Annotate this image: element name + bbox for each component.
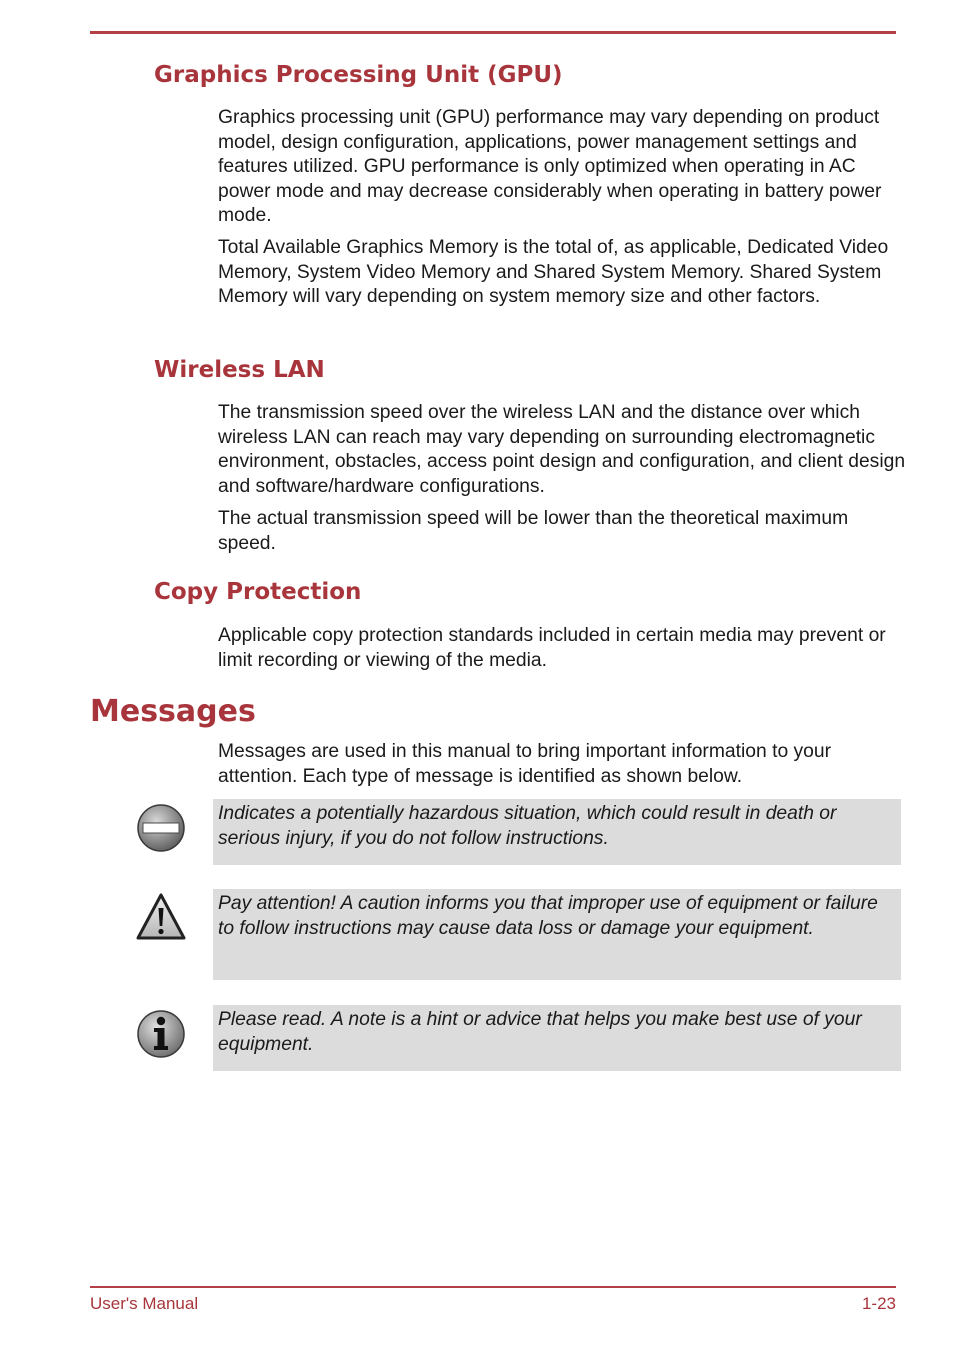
gpu-paragraph-2: Total Available Graphics Memory is the total of, as applicable, Dedicated Video Memory, System Video Memory and Shared System Memory. Shared System Memory will vary depending on system memory size and other factors. — [218, 237, 889, 307]
no-entry-icon — [135, 802, 187, 854]
info-icon — [135, 1008, 187, 1060]
note-message-box — [213, 1005, 901, 1071]
danger-message-box — [213, 799, 901, 865]
copy-protection-paragraph: Applicable copy protection standards included in certain media may prevent or limit recording or viewing of the media. — [218, 625, 886, 671]
caution-message-box — [213, 889, 901, 980]
wlan-heading: Wireless LAN — [154, 357, 325, 383]
copy-protection-heading: Copy Protection — [154, 579, 362, 605]
gpu-heading: Graphics Processing Unit (GPU) — [154, 62, 563, 88]
wlan-paragraph-2: The actual transmission speed will be lower than the theoretical maximum speed. — [218, 508, 849, 554]
note-message-text: Please read. A note is a hint or advice that helps you make best use of your equipment. — [218, 1009, 862, 1055]
wlan-paragraph-1: The transmission speed over the wireless LAN and the distance over which wireless LAN can reach may vary depending on surrounding electromagnetic environment, obstacles, access point design and configuration, and client design and software/hardware configurations. — [218, 402, 906, 497]
caution-message-text: Pay attention! A caution informs you that improper use of equipment or failure to follow instructions may cause data loss or damage your equipment. — [218, 893, 878, 939]
danger-message-text: Indicates a potentially hazardous situation, which could result in death or serious injury, if you do not follow instructions. — [218, 803, 837, 849]
header-rule — [90, 31, 896, 34]
warning-triangle-icon — [135, 892, 187, 944]
footer-manual-title: User's Manual — [90, 1294, 199, 1313]
gpu-paragraph-1: Graphics processing unit (GPU) performance may vary depending on product model, design configuration, applications, power management settings and features utilized. GPU performance is only optimized when operating in AC power mode and may decrease considerably when operating in battery power mode. — [218, 107, 882, 226]
messages-heading: Messages — [90, 694, 256, 729]
page-number: 1-23 — [861, 1294, 896, 1313]
footer-rule — [90, 1286, 896, 1288]
messages-intro: Messages are used in this manual to bring important information to your attention. Each type of message is identified as shown below. — [218, 741, 832, 787]
